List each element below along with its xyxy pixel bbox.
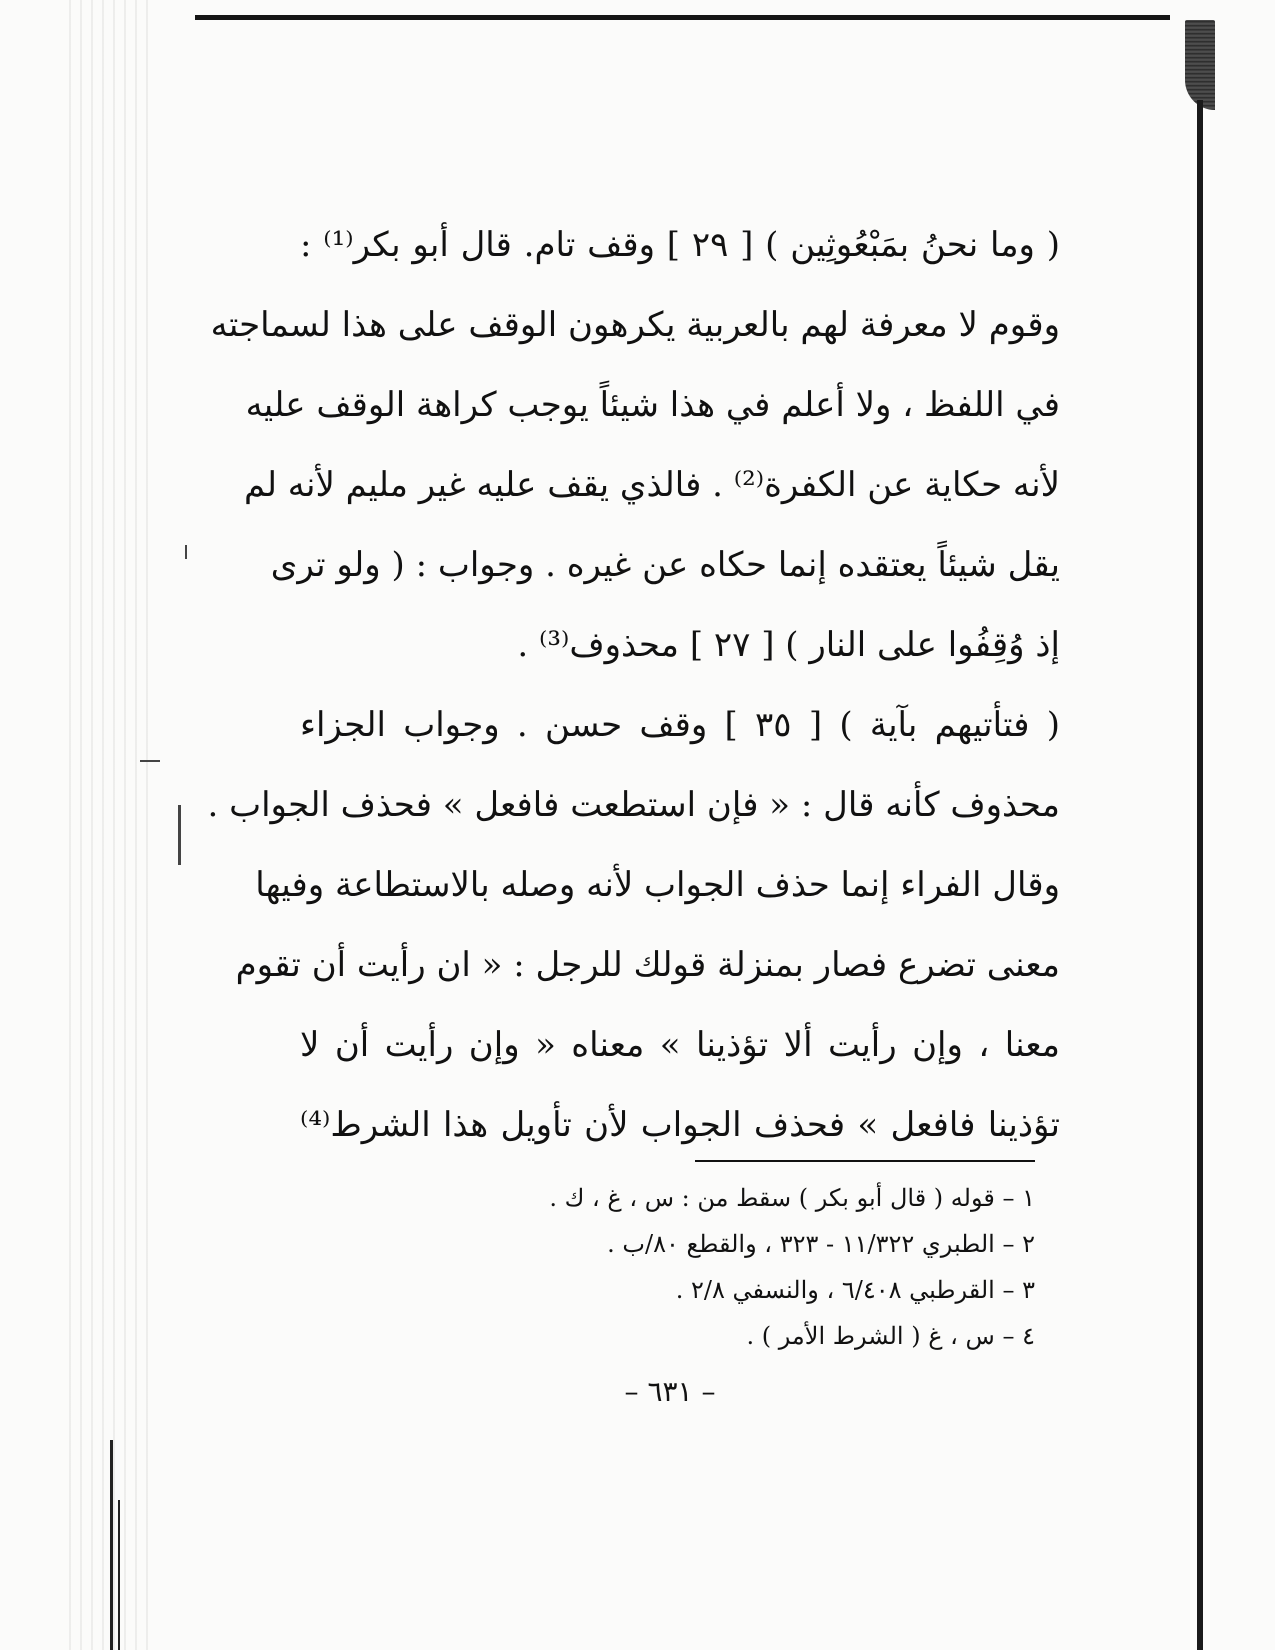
right-page-edge [1197,100,1203,1650]
top-border-line [195,15,1170,20]
text-line: لأنه حكاية عن الكفرة⁽²⁾ . فالذي يقف عليه غير مليم لأنه لم [243,465,1060,505]
page-number: – ٦٣١ – [624,1375,716,1408]
text-line: معنى تضرع فصار بمنزلة قولك للرجل : « ان رأيت أن تقوم [235,945,1060,985]
binding-mark [118,1500,120,1650]
binding-mark [110,1440,113,1650]
text-line: وقوم لا معرفة لهم بالعربية يكرهون الوقف على هذا لسماجته [210,305,1060,345]
scan-artifact [178,805,181,865]
footnote-separator [695,1160,1035,1162]
text-line: معنا ، وإن رأيت ألا تؤذينا » معناه « وإن رأيت أن لا [300,1025,1060,1065]
text-line: ( وما نحنُ بمَبْعُوثِين ) [ ٢٩ ] وقف تام. قال أبو بكر⁽¹⁾ : [300,225,1060,265]
text-line: وقال الفراء إنما حذف الجواب لأنه وصله بالاستطاعة وفيها [255,865,1060,905]
text-line: ( فتأتيهم بآية ) [ ٣٥ ] وقف حسن . وجواب الجزاء [300,705,1060,745]
footnote: ٤ – س ، غ ( الشرط الأمر ) . [746,1322,1035,1350]
page-corner-shadow [1185,20,1215,110]
footnotes-block [440,1175,1035,1359]
text-line: يقل شيئاً يعتقده إنما حكاه عن غيره . وجواب : ( ولو ترى [270,545,1060,585]
text-line: في اللفظ ، ولا أعلم في هذا شيئاً يوجب كراهة الوقف عليه [245,385,1060,425]
text-line: إذ وُقِفُوا على النار ) [ ٢٧ ] محذوف⁽³⁾ . [517,625,1060,665]
text-line: تؤذينا فافعل » فحذف الجواب لأن تأويل هذا الشرط⁽⁴⁾ [300,1105,1060,1145]
text-line: محذوف كأنه قال : « فإن استطعت فافعل » فحذف الجواب . [207,785,1060,825]
footnote: ١ – قوله ( قال أبو بكر ) سقط من : س ، غ ، ك . [549,1184,1035,1212]
scan-artifact [140,760,160,762]
main-text-block [207,205,1060,1165]
footnote: ٢ – الطبري ١١/٣٢٢ - ٣٢٣ ، والقطع ٨٠/ب . [607,1230,1035,1258]
footnote: ٣ – القرطبي ٦/٤٠٨ ، والنسفي ٢/٨ . [675,1276,1035,1304]
left-binding-shadow [60,0,150,1650]
scan-artifact [185,545,187,559]
